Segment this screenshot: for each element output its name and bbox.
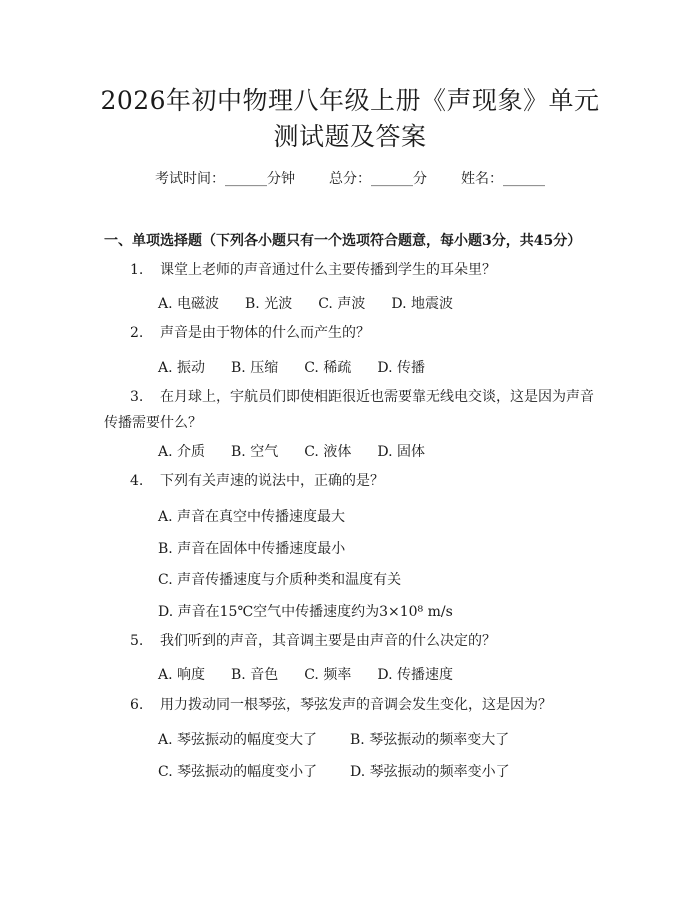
question-number: 3. — [130, 389, 144, 405]
option: A. 响度 — [158, 667, 206, 683]
question-text: 我们听到的声音，其音调主要是由声音的什么决定的？ — [160, 633, 496, 649]
question-4-option-c: C. 声音传播速度与介质种类和温度有关 — [158, 572, 402, 588]
option: C. 稀疏 — [304, 360, 352, 376]
question-4-option-d: D. 声音在15℃空气中传播速度约为3×10⁸ m/s — [158, 604, 453, 620]
question-text: 下列有关声速的说法中，正确的是？ — [160, 473, 384, 489]
option: B. 压缩 — [231, 360, 279, 376]
option: B. 空气 — [231, 444, 279, 460]
question-1 — [130, 257, 496, 283]
option: C. 频率 — [304, 667, 352, 683]
question-number: 4. — [130, 473, 144, 489]
section-heading-single-choice: 一、单项选择题（下列各小题只有一个选项符合题意，每小题3分，共45分） — [104, 233, 582, 249]
question-1-options — [158, 293, 479, 313]
question-4-option-b: B. 声音在固体中传播速度最小 — [158, 541, 346, 557]
question-number: 1. — [130, 262, 144, 278]
option: D. 琴弦振动的频率变小了 — [350, 764, 510, 780]
question-text: 课堂上老师的声音通过什么主要传播到学生的耳朵里？ — [160, 262, 496, 278]
document-title-line1: 2026年初中物理八年级上册《声现象》单元 — [100, 86, 600, 115]
option: D. 地震波 — [391, 296, 453, 312]
option: B. 光波 — [245, 296, 293, 312]
exam-time: 考试时间：______分钟 — [155, 171, 295, 187]
option: A. 介质 — [158, 444, 206, 460]
option: A. 振动 — [158, 360, 206, 376]
option: D. 传播速度 — [377, 667, 453, 683]
question-number: 5. — [130, 633, 144, 649]
exam-meta — [0, 168, 700, 188]
exam-score: 总分：______分 — [329, 171, 427, 187]
option: C. 声波 — [318, 296, 366, 312]
question-2 — [130, 320, 370, 346]
option: B. 音色 — [231, 667, 279, 683]
question-5-options — [158, 664, 479, 684]
question-5 — [130, 628, 496, 654]
question-4-option-a: A. 声音在真空中传播速度最大 — [158, 509, 346, 525]
exam-name: 姓名：______ — [461, 171, 545, 187]
option: A. 电磁波 — [158, 296, 220, 312]
question-text: 在月球上，宇航员们即使相距很近也需要靠无线电交谈，这是因为声音传播需要什么？ — [104, 389, 594, 431]
option: D. 传播 — [377, 360, 425, 376]
option: D. 固体 — [377, 444, 425, 460]
question-text: 用力拨动同一根琴弦，琴弦发声的音调会发生变化，这是因为？ — [160, 697, 552, 713]
option: C. 琴弦振动的幅度变小了 — [158, 764, 318, 780]
question-4 — [130, 468, 384, 494]
option: C. 液体 — [304, 444, 352, 460]
question-3 — [104, 384, 604, 436]
question-6-options-row1 — [158, 729, 509, 749]
question-text: 声音是由于物体的什么而产生的？ — [160, 325, 370, 341]
option: B. 琴弦振动的频率变大了 — [350, 732, 510, 748]
question-6 — [130, 692, 552, 718]
document-title-line2: 测试题及答案 — [273, 122, 427, 151]
question-3-options — [158, 441, 451, 461]
question-2-options — [158, 357, 451, 377]
question-number: 2. — [130, 325, 144, 341]
question-6-options-row2 — [158, 761, 510, 781]
question-number: 6. — [130, 697, 144, 713]
option: A. 琴弦振动的幅度变大了 — [158, 732, 318, 748]
